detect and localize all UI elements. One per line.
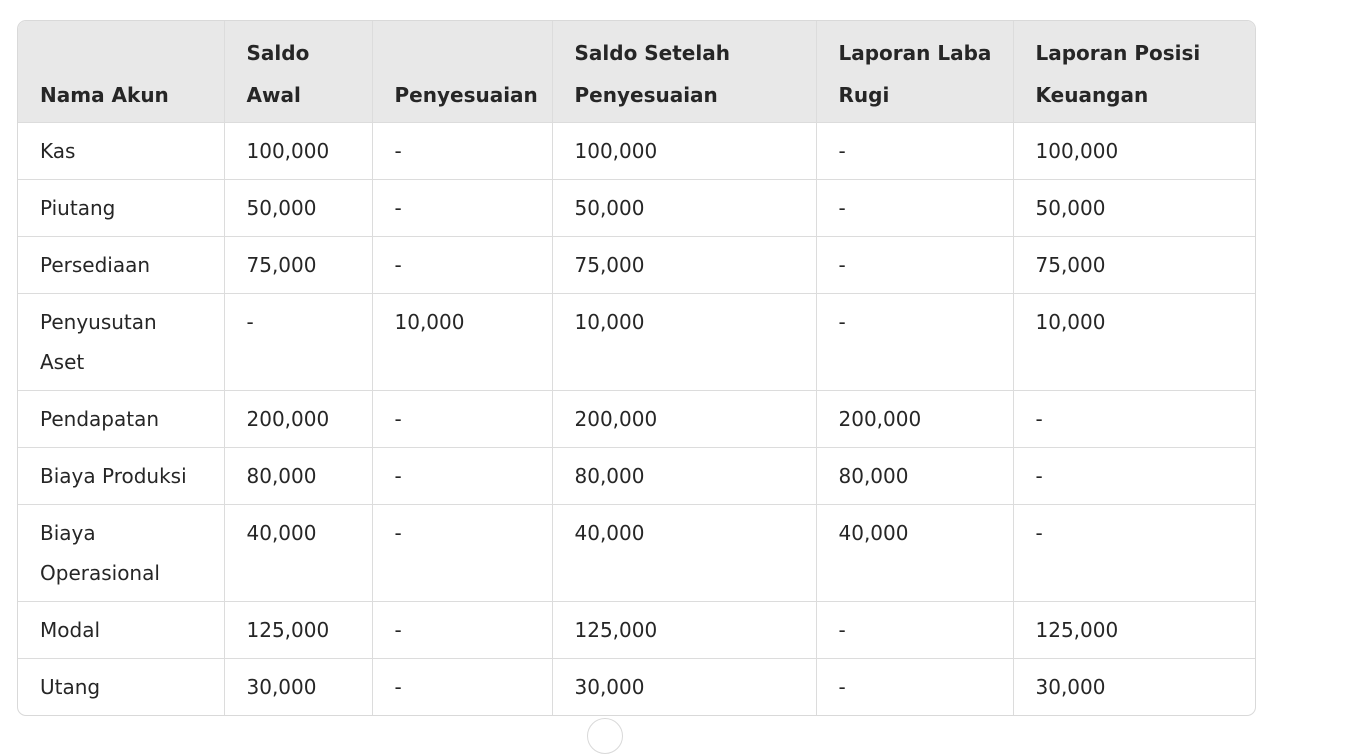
table-row bbox=[18, 658, 1255, 715]
cell-nama-akun: Biaya Produksi bbox=[18, 447, 224, 504]
scroll-down-button[interactable] bbox=[587, 718, 623, 754]
cell-saldo-setelah-penyesuaian: 50,000 bbox=[552, 179, 816, 236]
cell-saldo-awal: - bbox=[224, 293, 372, 390]
header-saldo-awal: Saldo Awal bbox=[224, 21, 372, 122]
cell-laporan-laba-rugi: - bbox=[816, 601, 1013, 658]
cell-saldo-awal: 50,000 bbox=[224, 179, 372, 236]
cell-laporan-laba-rugi: - bbox=[816, 236, 1013, 293]
header-saldo-setelah-penyesuaian: Saldo Setelah Penyesuaian bbox=[552, 21, 816, 122]
cell-saldo-awal: 80,000 bbox=[224, 447, 372, 504]
cell-laporan-laba-rugi: - bbox=[816, 658, 1013, 715]
cell-laporan-posisi-keuangan: 100,000 bbox=[1013, 122, 1255, 179]
cell-saldo-setelah-penyesuaian: 40,000 bbox=[552, 504, 816, 601]
cell-penyesuaian: - bbox=[372, 236, 552, 293]
cell-laporan-posisi-keuangan: - bbox=[1013, 447, 1255, 504]
cell-penyesuaian: - bbox=[372, 122, 552, 179]
cell-saldo-setelah-penyesuaian: 200,000 bbox=[552, 390, 816, 447]
cell-saldo-awal: 75,000 bbox=[224, 236, 372, 293]
cell-laporan-posisi-keuangan: - bbox=[1013, 390, 1255, 447]
header-penyesuaian: Penyesuaian bbox=[372, 21, 552, 122]
cell-penyesuaian: - bbox=[372, 447, 552, 504]
cell-penyesuaian: - bbox=[372, 601, 552, 658]
cell-saldo-setelah-penyesuaian: 75,000 bbox=[552, 236, 816, 293]
cell-laporan-laba-rugi: - bbox=[816, 122, 1013, 179]
cell-penyesuaian: - bbox=[372, 504, 552, 601]
table-row bbox=[18, 236, 1255, 293]
cell-saldo-setelah-penyesuaian: 10,000 bbox=[552, 293, 816, 390]
table-row bbox=[18, 122, 1255, 179]
cell-laporan-laba-rugi: 40,000 bbox=[816, 504, 1013, 601]
cell-laporan-posisi-keuangan: 125,000 bbox=[1013, 601, 1255, 658]
cell-laporan-laba-rugi: - bbox=[816, 293, 1013, 390]
cell-saldo-awal: 125,000 bbox=[224, 601, 372, 658]
cell-laporan-posisi-keuangan: - bbox=[1013, 504, 1255, 601]
cell-nama-akun: Utang bbox=[18, 658, 224, 715]
cell-penyesuaian: - bbox=[372, 179, 552, 236]
header-laporan-laba-rugi: Laporan Laba Rugi bbox=[816, 21, 1013, 122]
cell-nama-akun: Biaya Operasional bbox=[18, 504, 224, 601]
account-table bbox=[18, 21, 1255, 715]
table-header-row bbox=[18, 21, 1255, 122]
header-laporan-posisi-keuangan: Laporan Posisi Keuangan bbox=[1013, 21, 1255, 122]
cell-saldo-awal: 40,000 bbox=[224, 504, 372, 601]
table-row bbox=[18, 601, 1255, 658]
table-row bbox=[18, 504, 1255, 601]
cell-saldo-awal: 30,000 bbox=[224, 658, 372, 715]
cell-saldo-setelah-penyesuaian: 125,000 bbox=[552, 601, 816, 658]
cell-saldo-setelah-penyesuaian: 100,000 bbox=[552, 122, 816, 179]
cell-laporan-laba-rugi: - bbox=[816, 179, 1013, 236]
cell-saldo-setelah-penyesuaian: 30,000 bbox=[552, 658, 816, 715]
cell-nama-akun: Modal bbox=[18, 601, 224, 658]
cell-penyesuaian: - bbox=[372, 658, 552, 715]
cell-penyesuaian: - bbox=[372, 390, 552, 447]
table-row bbox=[18, 447, 1255, 504]
cell-penyesuaian: 10,000 bbox=[372, 293, 552, 390]
cell-saldo-awal: 100,000 bbox=[224, 122, 372, 179]
cell-saldo-awal: 200,000 bbox=[224, 390, 372, 447]
cell-laporan-posisi-keuangan: 75,000 bbox=[1013, 236, 1255, 293]
cell-laporan-posisi-keuangan: 50,000 bbox=[1013, 179, 1255, 236]
header-nama-akun: Nama Akun bbox=[18, 21, 224, 122]
table-row bbox=[18, 390, 1255, 447]
table-row bbox=[18, 179, 1255, 236]
cell-nama-akun: Pendapatan bbox=[18, 390, 224, 447]
cell-nama-akun: Persediaan bbox=[18, 236, 224, 293]
cell-nama-akun: Piutang bbox=[18, 179, 224, 236]
cell-saldo-setelah-penyesuaian: 80,000 bbox=[552, 447, 816, 504]
table-row bbox=[18, 293, 1255, 390]
cell-laporan-posisi-keuangan: 30,000 bbox=[1035, 674, 1106, 699]
data-table-container bbox=[17, 20, 1256, 716]
cell-laporan-laba-rugi: 80,000 bbox=[816, 447, 1013, 504]
cell-laporan-posisi-keuangan: 10,000 bbox=[1013, 293, 1255, 390]
cell-laporan-laba-rugi: 200,000 bbox=[816, 390, 1013, 447]
cell-nama-akun: Penyusutan Aset bbox=[18, 293, 224, 390]
cell-nama-akun: Kas bbox=[18, 122, 224, 179]
